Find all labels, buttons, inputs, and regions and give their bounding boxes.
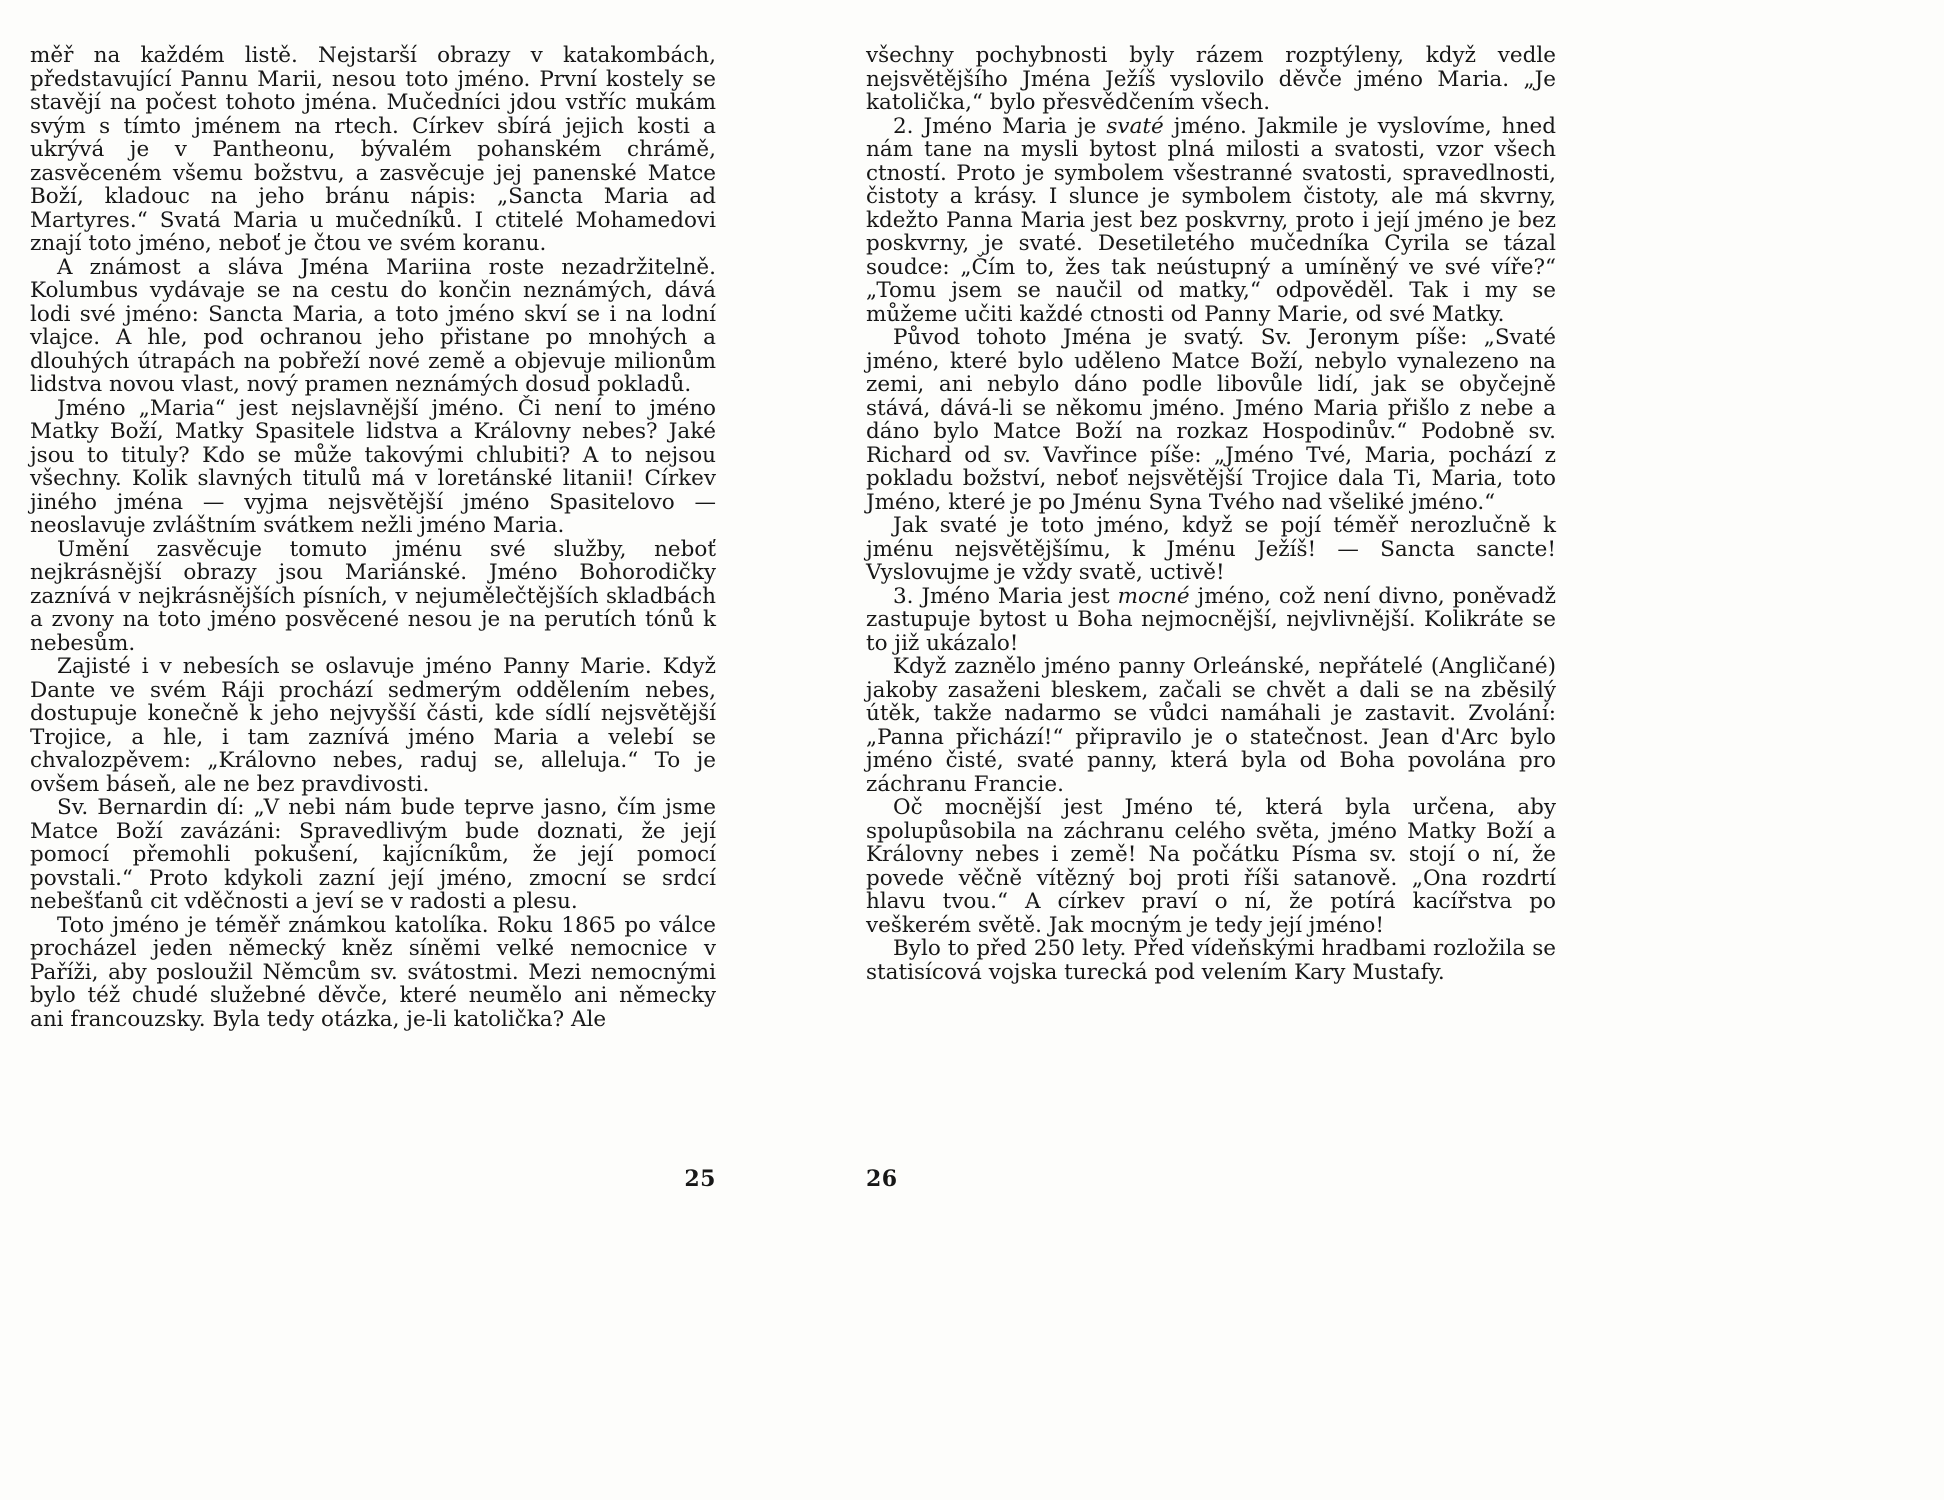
paragraph [30, 796, 716, 914]
paragraph [30, 44, 716, 256]
paragraph [30, 914, 716, 1032]
paragraph [866, 44, 1556, 115]
paragraph [866, 585, 1556, 656]
text-run: měř na každém listě. Nejstarší obrazy v katakombách, představující Pannu Marii, nesou toto jméno. První kostely se stavějí na počest tohoto jména. Mučedníci jdou vstříc mukám svým s tímto jménem na rtech. Církev sbírá jejich kosti a ukrývá je v Pantheonu, bývalém pohanském chrámě, zasvěceném všemu božstvu, a zasvěcuje jej panenské Matce Boží, kladouc na jeho bránu nápis: „Sancta Maria ad Martyres.“ Svatá Maria u mučedníků. I ctitelé Mohamedovi znají toto jméno, neboť je čtou ve svém koranu. [30, 43, 716, 256]
text-run: Jméno „Maria“ jest nejslavnější jméno. Či není to jméno Matky Boží, Matky Spasitele lidstva a Královny nebes? Jaké jsou to tituly? Kdo se může takovými chlubiti? A to nejsou všechny. Kolik slavných titulů má v loretánské litanii! Církev jiného jména — vyjma nejsvětější jméno Spasitelovo — neoslavuje zvláštním svátkem nežli jméno Maria. [30, 395, 716, 538]
text-run: Když zaznělo jméno panny Orleánské, nepřátelé (Angličané) jakoby zasaženi bleskem, začali se chvět a dali se na zběsilý útěk, takže nadarmo se vůdci namáhali je zastavit. Zvolání: „Panna přichází!“ připravilo je o statečnost. Jean d'Arc bylo jméno čisté, svaté panny, která byla od Boha povolána pro záchranu Francie. [866, 654, 1556, 797]
paragraph [866, 796, 1556, 937]
paragraph [866, 326, 1556, 514]
page-left-text-block [30, 44, 716, 1031]
paragraph [30, 538, 716, 656]
emphasized-text: svaté [1106, 113, 1164, 139]
page-number-left: 25 [684, 1166, 716, 1192]
text-run: Zajisté i v nebesích se oslavuje jméno Panny Marie. Když Dante ve svém Ráji prochází sedmerým oddělením nebes, dostupuje konečně k jeho nejvyšší části, kde sídlí nejsvětější Trojice, a hle, i tam zaznívá jméno Maria a velebí se chvalozpěvem: „Královno nebes, raduj se, alleluja.“ To je ovšem báseň, ale ne bez pravdivosti. [30, 654, 716, 797]
paragraph [866, 655, 1556, 796]
paragraph [30, 397, 716, 538]
paragraph [30, 655, 716, 796]
text-run: jméno. Jakmile je vyslovíme, hned nám tane na mysli bytost plná milosti a svatosti, vzor všech ctností. Proto je symbolem všestranné svatosti, spravedlnosti, čistoty a krásy. I slunce je symbolem čistoty, ale má skvrny, kdežto Panna Maria jest bez poskvrny, proto i její jméno je bez poskvrny, je svaté. Desetiletého mučedníka Cyrila se tázal soudce: „Čím to, žes tak neústupný a umíněný ve své víře?“ „Tomu jsem se naučil od matky,“ odpověděl. Tak i my se můžeme učiti každé ctnosti od Panny Marie, od své Matky. [866, 113, 1556, 327]
emphasized-text: mocné [1117, 583, 1190, 609]
paragraph [866, 115, 1556, 327]
paragraph [30, 256, 716, 397]
text-run: 3. Jméno Maria jest [893, 583, 1118, 609]
paragraph [866, 937, 1556, 984]
text-run: všechny pochybnosti byly rázem rozptýleny, když vedle nejsvětějšího Jména Ježíš vyslovilo děvče jméno Maria. „Je katolička,“ bylo přesvědčením všech. [866, 43, 1556, 115]
text-run: Toto jméno je téměř známkou katolíka. Roku 1865 po válce procházel jeden německý kněz síněmi velké nemocnice v Paříži, aby posloužil Němcům sv. svátostmi. Mezi nemocnými bylo též chudé služebné děvče, které neumělo ani německy ani francouzsky. Byla tedy otázka, je-li katolička? Ale [30, 912, 716, 1032]
text-run: jméno, což není divno, poněvadž zastupuje bytost u Boha nejmocnější, nejvlivnější. Kolikráte se to již ukázalo! [866, 583, 1556, 656]
text-run: Umění zasvěcuje tomuto jménu své služby, neboť nejkrásnější obrazy jsou Mariánské. Jméno Bohorodičky zaznívá v nejkrásnějších písních, v nejumělečtějších skladbách a zvony na toto jméno posvěcené nesou je na perutích tónů k nebesům. [30, 536, 716, 656]
text-run: Oč mocnější jest Jméno té, která byla určena, aby spolupůsobila na záchranu celého světa, jméno Matky Boží a Královny nebes i země! Na počátku Písma sv. stojí o ní, že povede věčně vítězný boj proti říši satanově. „Ona rozdrtí hlavu tvou.“ A církev praví o ní, že potírá kacířstva po veškerém světě. Jak mocným je tedy její jméno! [866, 795, 1556, 938]
page-right-text-block [866, 44, 1556, 984]
text-run: 2. Jméno Maria je [893, 113, 1107, 139]
text-run: Sv. Bernardin dí: „V nebi nám bude teprve jasno, čím jsme Matce Boží zavázáni: Spravedlivým bude doznati, že její pomocí přemohli pokušení, kajícníkům, že její pomocí povstali.“ Proto kdykoli zazní její jméno, zmocní se srdcí nebešťanů cit vděčnosti a jeví se v radosti a plesu. [30, 795, 716, 914]
text-run: Původ tohoto Jména je svatý. Sv. Jeronym píše: „Svaté jméno, které bylo uděleno Matce Boží, nebylo vynalezeno na zemi, ani nebylo dáno podle libovůle lidí, jak se obyčejně stává, dává-li se někomu jméno. Jméno Maria přišlo z nebe a dáno bylo Matce Boží na rozkaz Hospodinův.“ Podobně sv. Richard od sv. Vavřince píše: „Jméno Tvé, Maria, pochází z pokladu božství, neboť nejsvětější Trojice dala Ti, Maria, toto Jméno, které je po Jménu Syna Tvého nad všeliké jméno.“ [866, 325, 1556, 515]
text-run: Jak svaté je toto jméno, když se pojí téměř nerozlučně k jménu nejsvětějšímu, k Jménu Ježíš! — Sancta sancte! Vyslovujme je vždy svatě, uctivě! [866, 513, 1556, 585]
text-run: Bylo to před 250 lety. Před vídeňskými hradbami rozložila se statisícová vojska turecká pod velením Kary Mustafy. [866, 936, 1556, 985]
paragraph [866, 514, 1556, 585]
text-run: A známost a sláva Jména Mariina roste nezadržitelně. Kolumbus vydávaje se na cestu do končin neznámých, dává lodi své jméno: Sancta Maria, a toto jméno skví se i na lodní vlajce. A hle, pod ochranou jeho přistane po mnohých a dlouhých útrapách na pobřeží nové země a objevuje milionům lidstva novou vlast, nový pramen neznámých dosud pokladů. [30, 254, 716, 397]
page-number-right: 26 [866, 1166, 898, 1192]
